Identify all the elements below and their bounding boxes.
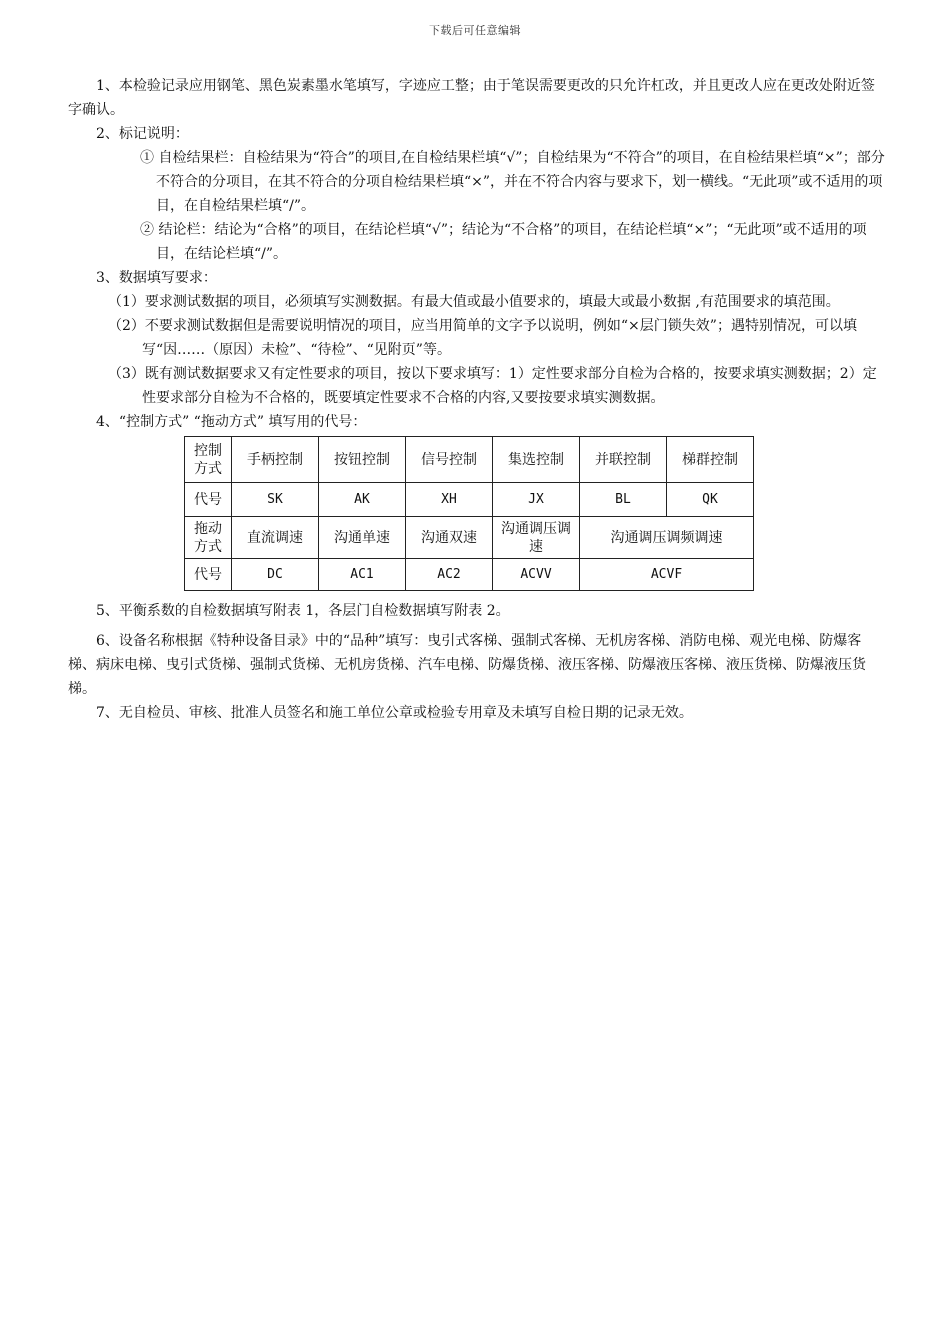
document-body xyxy=(68,74,888,725)
code-table xyxy=(184,436,754,591)
control-cell: 信号控制 xyxy=(406,437,493,483)
paragraph-1: 1、本检验记录应用钢笔、黑色炭素墨水笔填写，字迹应工整；由于笔误需要更改的只允许杠改，并且更改人应在更改处附近签字确认。 xyxy=(68,78,875,118)
control-label: 控制方式 xyxy=(185,437,232,483)
drive-code-row xyxy=(185,559,754,591)
control-cell: 梯群控制 xyxy=(667,437,754,483)
drive-cell: 沟通调压调频调速 xyxy=(580,517,754,559)
control-code-cell: AK xyxy=(319,483,406,517)
drive-cell: 沟通调压调速 xyxy=(493,517,580,559)
drive-code-cell: DC xyxy=(232,559,319,591)
drive-code-cell: ACVF xyxy=(580,559,754,591)
code-label: 代号 xyxy=(185,559,232,591)
paragraph-3-item: （2）不要求测试数据但是需要说明情况的项目，应当用简单的文字予以说明，例如“×层门锁失效”；遇特别情况，可以填写“因……（原因）未检”、“待检”、“见附页”等。 xyxy=(108,318,857,358)
drive-row xyxy=(185,517,754,559)
control-cell: 并联控制 xyxy=(580,437,667,483)
control-code-cell: XH xyxy=(406,483,493,517)
paragraph-2-item: ① 自检结果栏：自检结果为“符合”的项目,在自检结果栏填“√”；自检结果为“不符合”的项目，在自检结果栏填“×”；部分不符合的分项目，在其不符合的分项自检结果栏填“×”，并在不符合内容与要求下，划一横线。“无此项”或不适用的项目，在自检结果栏填“/”。 xyxy=(140,150,885,214)
drive-cell: 沟通双速 xyxy=(406,517,493,559)
code-label: 代号 xyxy=(185,483,232,517)
paragraph-2-title: 2、标记说明： xyxy=(96,126,189,142)
paragraph-6: 6、设备名称根据《特种设备目录》中的“品种”填写：曳引式客梯、强制式客梯、无机房客梯、消防电梯、观光电梯、防爆客梯、病床电梯、曳引式货梯、强制式货梯、无机房货梯、汽车电梯、防爆货梯、液压客梯、防爆液压客梯、液压货梯、防爆液压货梯。 xyxy=(68,633,866,697)
paragraph-2-item: ② 结论栏：结论为“合格”的项目，在结论栏填“√”；结论为“不合格”的项目，在结论栏填“×”；“无此项”或不适用的项目，在结论栏填“/”。 xyxy=(140,222,867,262)
control-cell: 集选控制 xyxy=(493,437,580,483)
control-code-cell: QK xyxy=(667,483,754,517)
control-code-cell: SK xyxy=(232,483,319,517)
drive-label: 拖动方式 xyxy=(185,517,232,559)
control-cell: 手柄控制 xyxy=(232,437,319,483)
drive-code-cell: AC2 xyxy=(406,559,493,591)
control-row xyxy=(185,437,754,483)
drive-code-cell: ACVV xyxy=(493,559,580,591)
paragraph-4-title: 4、“控制方式” “拖动方式” 填写用的代号： xyxy=(96,414,367,430)
paragraph-3-item: （1）要求测试数据的项目，必须填写实测数据。有最大值或最小值要求的，填最大或最小数据 ,有范围要求的填范围。 xyxy=(108,294,840,310)
control-code-cell: JX xyxy=(493,483,580,517)
paragraph-5: 5、平衡系数的自检数据填写附表 1，各层门自检数据填写附表 2。 xyxy=(96,603,510,619)
paragraph-3-item: （3）既有测试数据要求又有定性要求的项目，按以下要求填写：1）定性要求部分自检为合格的，按要求填实测数据；2）定性要求部分自检为不合格的，既要填定性要求不合格的内容,又要按要求填实测数据。 xyxy=(108,366,877,406)
drive-cell: 沟通单速 xyxy=(319,517,406,559)
control-code-row xyxy=(185,483,754,517)
paragraph-7: 7、无自检员、审核、批准人员签名和施工单位公章或检验专用章及未填写自检日期的记录无效。 xyxy=(96,705,693,721)
paragraph-3-title: 3、数据填写要求： xyxy=(96,270,217,286)
drive-code-cell: AC1 xyxy=(319,559,406,591)
page-header: 下载后可任意编辑 xyxy=(429,24,521,37)
control-cell: 按钮控制 xyxy=(319,437,406,483)
drive-cell: 直流调速 xyxy=(232,517,319,559)
control-code-cell: BL xyxy=(580,483,667,517)
